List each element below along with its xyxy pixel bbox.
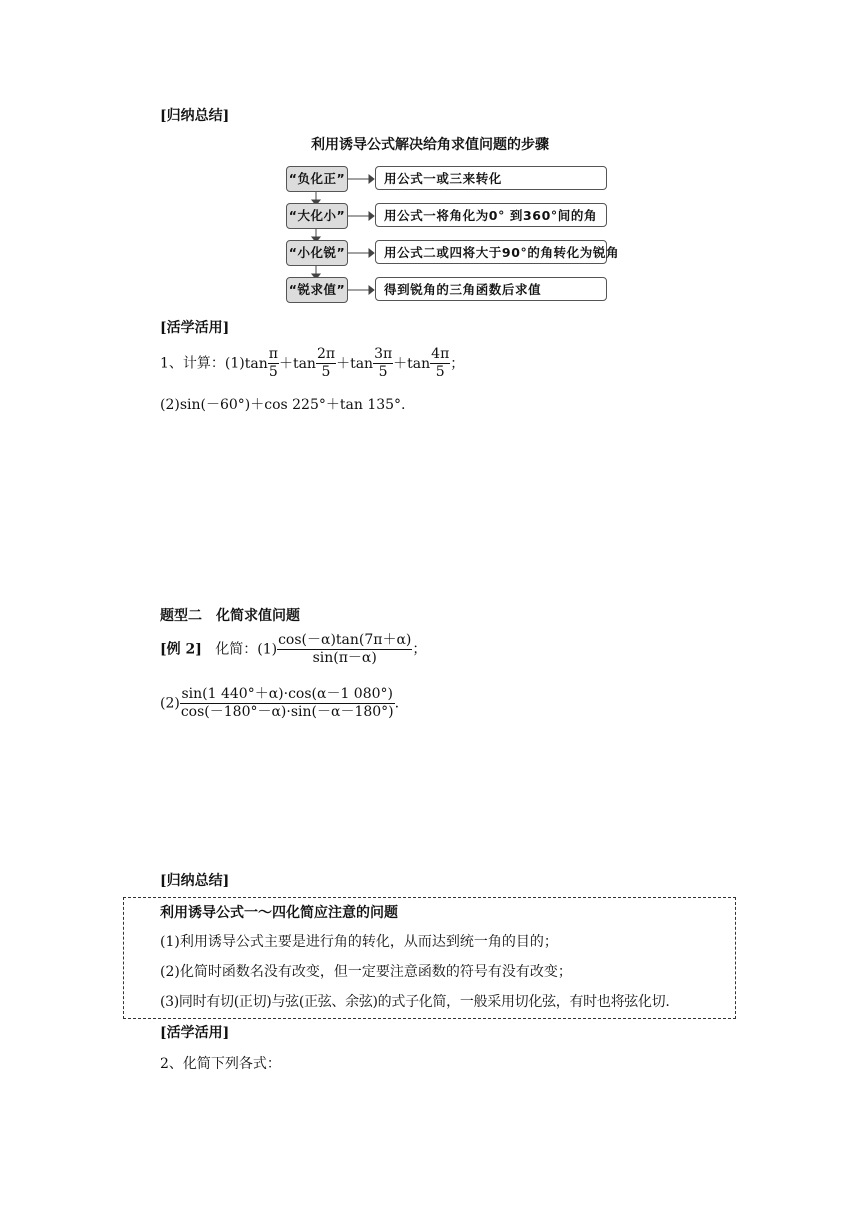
q1-term-4-fraction <box>430 346 450 381</box>
question-2: 2、化简下列各式： <box>160 1056 281 1072</box>
question-1 <box>160 346 464 381</box>
q1-term-2-sep: ＋ <box>336 355 351 372</box>
example-1-fraction <box>277 632 412 667</box>
q1-term-4-den: 5 <box>435 364 445 380</box>
q1-term-3-sep: ＋ <box>393 355 408 372</box>
flow-step-4: “锐求值” <box>286 277 348 303</box>
flow-desc-3: 用公式二或四将大于90°的角转化为锐角 <box>375 240 607 264</box>
example-1-end: ； <box>412 641 427 658</box>
example-2-fraction <box>180 686 395 721</box>
q1-term-1-num: π <box>268 346 278 362</box>
q1-term-4-num: 4π <box>431 346 450 362</box>
q1-term-1-fraction <box>268 346 279 381</box>
example-1-num: cos(－α)tan(7π＋α) <box>278 632 412 648</box>
flow-desc-1: 用公式一或三来转化 <box>375 166 607 190</box>
q1-term-2-fraction <box>316 346 336 381</box>
example-1-den: sin(π－α) <box>312 650 377 666</box>
q1-term-4-sep: ； <box>450 355 465 372</box>
flow-desc-4: 得到锐角的三角函数后求值 <box>375 277 607 301</box>
q1-term-2-func: tan <box>292 355 316 372</box>
note-box-title: 利用诱导公式一～四化简应注意的问题 <box>160 905 398 921</box>
flow-step-1: “负化正” <box>286 166 348 192</box>
q1-term-1-den: 5 <box>268 364 278 380</box>
q1-term-3-fraction <box>373 346 393 381</box>
q1-term-3-den: 5 <box>378 364 388 380</box>
q1-term-2-num: 2π <box>316 346 336 362</box>
flowchart-connectors <box>0 0 860 320</box>
example-2-den: cos(－180°－α)·sin(－α－180°) <box>180 704 394 720</box>
flow-step-3: “小化锐” <box>286 240 348 266</box>
example-2-part-2 <box>160 686 399 721</box>
example-prefix: 化简：(1) <box>215 641 278 658</box>
note-point-2: (2)化简时函数名没有改变，但一定要注意函数的符号有没有改变； <box>160 964 572 980</box>
q1-term-3-num: 3π <box>374 346 393 362</box>
q1-term-1 <box>244 346 293 380</box>
note-point-3: (3)同时有切(正切)与弦(正弦、余弦)的式子化简，一般采用切化弦，有时也将弦化切. <box>160 994 670 1010</box>
example-2-end: . <box>394 695 400 712</box>
note-point-1: (1)利用诱导公式主要是进行角的转化，从而达到统一角的目的； <box>160 934 558 950</box>
example-2-prefix: (2) <box>160 695 180 712</box>
q1-term-1-sep: ＋ <box>278 355 293 372</box>
q1-term-1-func: tan <box>244 355 268 372</box>
flow-desc-2: 用公式一将角化为0° 到360°间的角 <box>375 203 607 227</box>
practice-heading-1: [活学活用] <box>160 320 230 336</box>
q1-term-4-func: tan <box>407 355 431 372</box>
flowchart-title: 利用诱导公式解决给角求值问题的步骤 <box>311 137 549 153</box>
q1-term-3-func: tan <box>350 355 374 372</box>
example-label: [例 2] <box>160 641 202 658</box>
example-2 <box>160 632 426 667</box>
example-2-num: sin(1 440°＋α)·cos(α－1 080°) <box>181 686 393 702</box>
flow-step-2: “大化小” <box>286 203 348 229</box>
summary-heading-1: [归纳总结] <box>160 108 230 124</box>
q1-prefix: 1、计算：(1) <box>160 355 245 372</box>
summary-heading-2: [归纳总结] <box>160 873 230 889</box>
practice-heading-2: [活学活用] <box>160 1025 230 1041</box>
q1-term-2-den: 5 <box>321 364 331 380</box>
section-title: 题型二 化简求值问题 <box>160 608 300 624</box>
question-1-part-2: (2)sin(－60°)＋cos 225°＋tan 135°. <box>160 397 406 413</box>
